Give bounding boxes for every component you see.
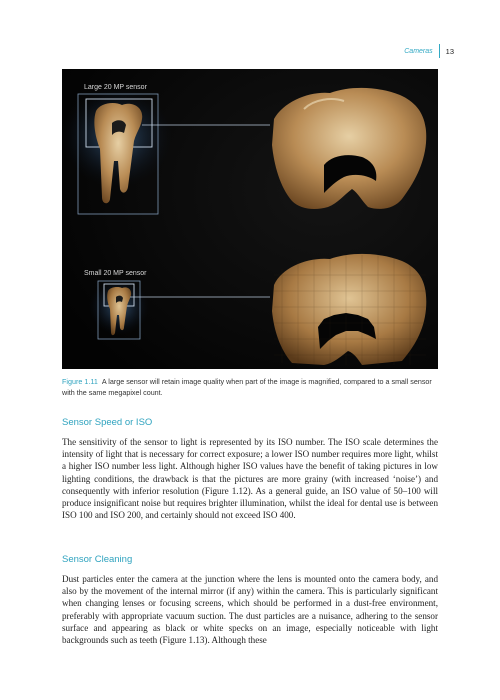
running-head-section: Cameras <box>404 47 433 55</box>
paragraph-sensor-speed: The sensitivity of the sensor to light is represented by its ISO number. The ISO scale determines the intensity of light that is necessary for correct exposure; a lower ISO number requires more light, whilst a higher ISO number less light. Although higher ISO values have the benefit of taking pictures in low lighting conditions, the drawback is that the pictures are more grainy (with increased ‘noise’) and consequently with inferior resolution (Figure 1.12). As a general guide, an ISO value of 50–100 will produce insignificant noise but requires brighter illumination, whilst the ideal for dental use is between ISO 100 and ISO 200, and certainly should not exceed ISO 400. <box>62 437 438 521</box>
running-head-divider <box>439 44 440 58</box>
running-head <box>404 44 454 58</box>
figure-caption-label: Figure 1.11 <box>62 377 98 386</box>
large-sensor-magnified-tooth <box>272 88 426 209</box>
section-heading-sensor-speed: Sensor Speed or ISO <box>62 417 153 428</box>
small-sensor-magnified-tooth <box>272 254 426 365</box>
large-sensor-label: Large 20 MP sensor <box>84 84 147 91</box>
figure-caption <box>62 377 438 398</box>
section-heading-sensor-cleaning: Sensor Cleaning <box>62 554 133 565</box>
paragraph-sensor-cleaning: Dust particles enter the camera at the junction where the lens is mounted onto the camera body, and also by the movement of the internal mirror (if any) within the camera. This is particularly significant when changing lenses or focusing screens, which should be performed in a dust-free environment, preferably with appropriate vacuum suction. The dust particles are a nuisance, adhering to the sensor surface and appearing as black or white specks on an image, especially noticeable with light backgrounds such as teeth (Figure 1.13). Although these <box>62 574 438 646</box>
figure-sensor-comparison <box>62 69 438 369</box>
small-sensor-label: Small 20 MP sensor <box>84 270 147 277</box>
figure-illustration <box>62 69 438 369</box>
page-number: 13 <box>445 46 454 56</box>
figure-caption-text: A large sensor will retain image quality when part of the image is magnified, compared to a small sensor with the same megapixel count. <box>62 377 432 397</box>
